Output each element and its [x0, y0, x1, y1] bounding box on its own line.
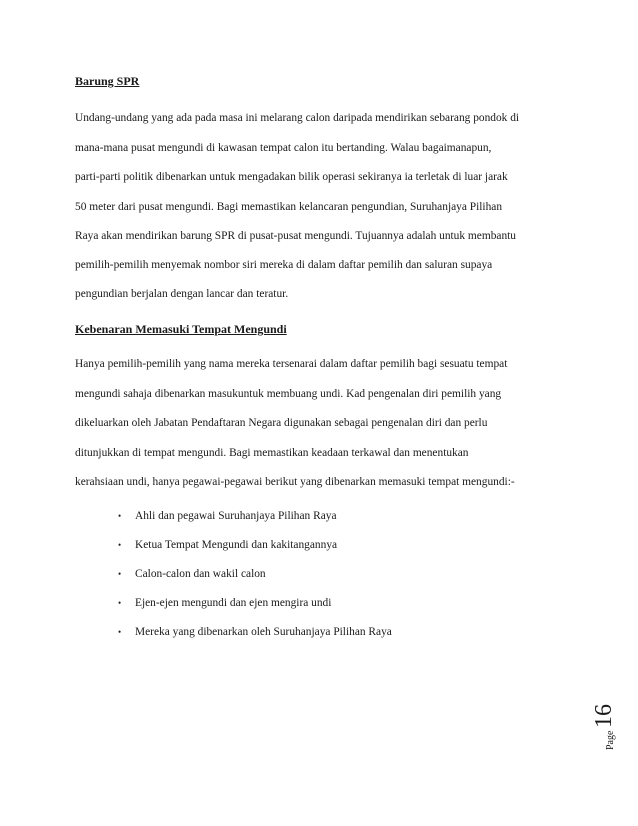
bullet-icon: •: [118, 598, 122, 608]
paragraph-line: mana-mana pusat mengundi di kawasan tempat calon itu bertanding. Walau bagaimanapun,: [75, 142, 492, 154]
paragraph-line: mengundi sahaja dibenarkan masukuntuk membuang undi. Kad pengenalan diri pemilih yang: [75, 388, 502, 400]
paragraph-line: ditunjukkan di tempat mengundi. Bagi memastikan keadaan terkawal dan menentukan: [75, 447, 469, 459]
paragraph-line: 50 meter dari pusat mengundi. Bagi memastikan kelancaran pengundian, Suruhanjaya Pilihan: [75, 201, 503, 213]
section-heading-kebenaran: Kebenaran Memasuki Tempat Mengundi: [75, 322, 287, 336]
paragraph-line: Undang-undang yang ada pada masa ini melarang calon daripada mendirikan sebarang pondok di: [75, 112, 520, 124]
paragraph-line: dikeluarkan oleh Jabatan Pendaftaran Negara digunakan sebagai pengenalan diri dan perlu: [75, 417, 488, 429]
paragraph-line: kerahsiaan undi, hanya pegawai-pegawai berikut yang dibenarkan memasuki tempat mengundi:-: [75, 476, 515, 488]
bullet-icon: •: [118, 540, 122, 550]
bullet-icon: •: [118, 569, 122, 579]
list-item-text: Calon-calon dan wakil calon: [135, 568, 266, 580]
paragraph-line: Raya akan mendirikan barung SPR di pusat-pusat mengundi. Tujuannya adalah untuk membantu: [75, 230, 517, 242]
page-label: Page: [605, 730, 616, 750]
paragraph-line: Hanya pemilih-pemilih yang nama mereka tersenarai dalam daftar pemilih bagi sesuatu tempat: [75, 358, 508, 370]
page-number: [590, 690, 620, 750]
bullet-icon: •: [118, 627, 122, 637]
paragraph-line: pengundian berjalan dengan lancar dan teratur.: [75, 288, 289, 300]
list-item-text: Ejen-ejen mengundi dan ejen mengira undi: [135, 597, 332, 609]
list-item-text: Mereka yang dibenarkan oleh Suruhanjaya Pilihan Raya: [135, 626, 392, 638]
list-item-text: Ketua Tempat Mengundi dan kakitangannya: [135, 539, 338, 551]
list-item-text: Ahli dan pegawai Suruhanjaya Pilihan Raya: [135, 510, 337, 522]
page-number-value: 16: [591, 704, 617, 728]
paragraph-line: pemilih-pemilih menyemak nombor siri mereka di dalam daftar pemilih dan saluran supaya: [75, 259, 493, 271]
bullet-icon: •: [118, 511, 122, 521]
paragraph-line: parti-parti politik dibenarkan untuk mengadakan bilik operasi sekiranya ia terletak di luar jarak: [75, 171, 508, 183]
section-heading-barung-spr: Barung SPR: [75, 74, 140, 88]
